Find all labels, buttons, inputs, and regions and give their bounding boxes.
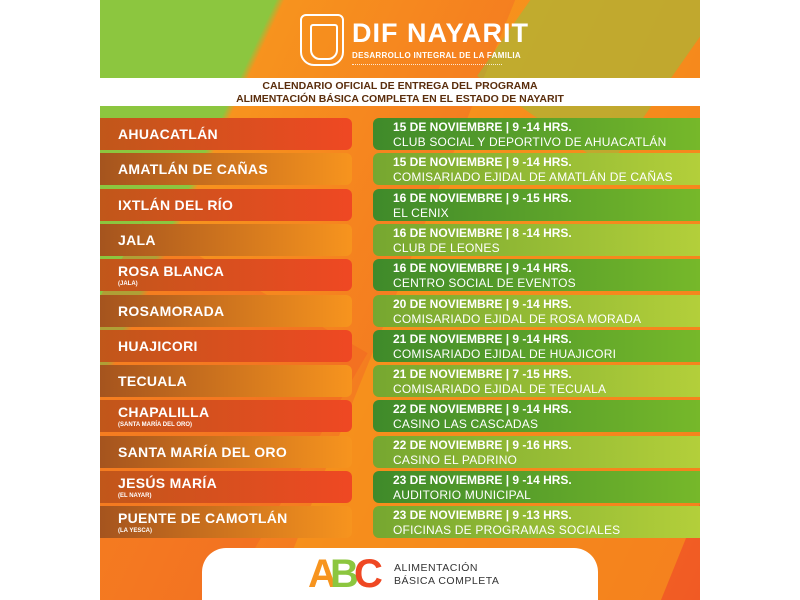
delivery-date-time: 23 DE NOVIEMBRE | 9 -14 HRS. [393, 473, 572, 487]
schedule-row [100, 365, 700, 397]
municipality-cell [100, 471, 352, 503]
dif-nayarit-logo [300, 14, 530, 70]
delivery-place: COMISARIADO EJIDAL DE AMATLÁN DE CAÑAS [393, 170, 673, 185]
municipality-cell [100, 330, 352, 362]
municipality-subtitle: (JALA) [118, 281, 138, 288]
delivery-place: CLUB DE LEONES [393, 240, 500, 255]
delivery-place: OFICINAS DE PROGRAMAS SOCIALES [393, 523, 621, 538]
delivery-cell [373, 471, 700, 503]
municipality-cell [100, 400, 352, 432]
abc-logo [308, 554, 386, 594]
schedule-row [100, 506, 700, 538]
state-seal-icon [300, 14, 344, 66]
municipality-subtitle: (EL NAYAR) [118, 493, 152, 499]
program-name [394, 562, 499, 588]
municipality-name: AMATLÁN DE CAÑAS [118, 161, 268, 178]
delivery-date-time: 16 DE NOVIEMBRE | 9 -15 HRS. [393, 190, 572, 205]
municipality-cell [100, 189, 352, 221]
delivery-place: CASINO LAS CASCADAS [393, 417, 539, 432]
municipality-name: ROSAMORADA [118, 302, 225, 319]
delivery-place: CLUB SOCIAL Y DEPORTIVO DE AHUACATLÁN [393, 135, 667, 149]
municipality-name: PUENTE DE CAMOTLÁN [118, 510, 288, 527]
delivery-date-time: 16 DE NOVIEMBRE | 8 -14 HRS. [393, 225, 572, 240]
municipality-name: IXTLÁN DEL RÍO [118, 196, 234, 213]
delivery-place: COMISARIADO EJIDAL DE TECUALA [393, 382, 607, 397]
municipality-subtitle: (LA YESCA) [118, 528, 153, 535]
delivery-date-time: 23 DE NOVIEMBRE | 9 -13 HRS. [393, 508, 572, 523]
municipality-name: ROSA BLANCA [118, 263, 225, 280]
delivery-date-time: 21 DE NOVIEMBRE | 9 -14 HRS. [393, 331, 572, 346]
municipality-cell [100, 118, 352, 150]
municipality-cell [100, 365, 352, 397]
header [100, 0, 700, 75]
abc-letter-b: B [330, 552, 359, 596]
schedule-row [100, 259, 700, 291]
municipality-name: CHAPALILLA [118, 404, 210, 421]
delivery-place: COMISARIADO EJIDAL DE ROSA MORADA [393, 311, 642, 326]
schedule-row [100, 295, 700, 327]
municipality-cell [100, 259, 352, 291]
delivery-cell [373, 436, 700, 468]
delivery-place: CASINO EL PADRINO [393, 452, 518, 467]
delivery-date-time: 21 DE NOVIEMBRE | 7 -15 HRS. [393, 367, 572, 382]
municipality-subtitle: (SANTA MARÍA DEL ORO) [118, 422, 192, 429]
delivery-place: EL CENIX [393, 205, 449, 220]
schedule-row [100, 330, 700, 362]
footer [202, 548, 598, 600]
municipality-cell [100, 153, 352, 185]
delivery-cell [373, 295, 700, 327]
schedule-row [100, 224, 700, 256]
abc-letter-c: C [354, 552, 383, 596]
abc-letter-a: A [308, 552, 337, 596]
municipality-cell [100, 295, 352, 327]
schedule-row [100, 471, 700, 503]
municipality-name: JALA [118, 231, 156, 248]
program-name-line-1: ALIMENTACIÓN [394, 562, 478, 574]
title-line-2: ALIMENTACIÓN BÁSICA COMPLETA EN EL ESTADO DE NAYARIT [236, 93, 564, 105]
delivery-cell [373, 259, 700, 291]
brand-name: DIF NAYARIT [352, 18, 530, 48]
municipality-name: SANTA MARÍA DEL ORO [118, 443, 288, 460]
schedule-row [100, 118, 700, 150]
brand-subtitle: DESARROLLO INTEGRAL DE LA FAMILIA [352, 51, 522, 60]
municipality-cell [100, 506, 352, 538]
delivery-place: AUDITORIO MUNICIPAL [393, 488, 532, 502]
schedule-row [100, 400, 700, 432]
delivery-cell [373, 330, 700, 362]
delivery-cell [373, 224, 700, 256]
delivery-cell [373, 400, 700, 432]
municipality-name: TECUALA [118, 373, 187, 390]
title-bar [100, 78, 700, 106]
poster [100, 0, 700, 600]
municipality-cell [100, 436, 352, 468]
brand-divider [352, 64, 502, 66]
delivery-date-time: 20 DE NOVIEMBRE | 9 -14 HRS. [393, 296, 572, 311]
delivery-date-time: 22 DE NOVIEMBRE | 9 -16 HRS. [393, 437, 572, 452]
delivery-date-time: 22 DE NOVIEMBRE | 9 -14 HRS. [393, 402, 572, 417]
program-name-line-2: BÁSICA COMPLETA [394, 575, 500, 587]
delivery-date-time: 15 DE NOVIEMBRE | 9 -14 HRS. [393, 155, 572, 170]
delivery-cell [373, 153, 700, 185]
title-line-1: CALENDARIO OFICIAL DE ENTREGA DEL PROGRAMA [262, 80, 538, 92]
municipality-name: AHUACATLÁN [118, 126, 218, 142]
municipality-name: JESÚS MARÍA [118, 475, 217, 491]
schedule-row [100, 189, 700, 221]
delivery-place: CENTRO SOCIAL DE EVENTOS [393, 276, 576, 291]
delivery-cell [373, 189, 700, 221]
delivery-cell [373, 118, 700, 150]
municipality-name: HUAJICORI [118, 337, 198, 354]
delivery-date-time: 15 DE NOVIEMBRE | 9 -14 HRS. [393, 120, 572, 134]
delivery-cell [373, 506, 700, 538]
municipality-cell [100, 224, 352, 256]
delivery-place: COMISARIADO EJIDAL DE HUAJICORI [393, 346, 617, 361]
delivery-date-time: 16 DE NOVIEMBRE | 9 -14 HRS. [393, 261, 572, 276]
schedule-row [100, 153, 700, 185]
delivery-cell [373, 365, 700, 397]
schedule-row [100, 436, 700, 468]
